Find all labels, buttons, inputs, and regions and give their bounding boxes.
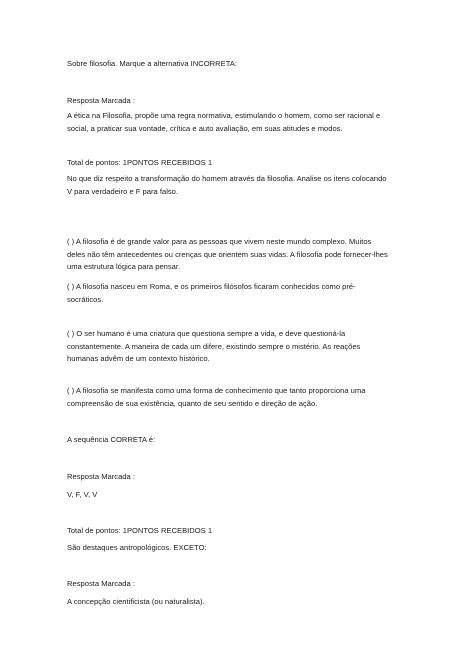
q1-score: Total de pontos: 1PONTOS RECEBIDOS 1: [67, 158, 213, 167]
q2-sequence-prompt: A sequência CORRETA é:: [67, 435, 156, 444]
q2-item-line: constantemente. A maneira de cada um difere, existindo sempre o mistério. As reações: [67, 341, 361, 351]
q2-item-line: deles não têm antecedentes ou crenças que orientem suas vidas. A filosofia pode fornecer-lhes: [67, 249, 388, 259]
q2-item-line: compreensão de sua existência, quanto de seu sentido e direção de ação.: [67, 398, 318, 408]
q2-item-3: [67, 328, 417, 366]
q2-question-line: No que diz respeito a transformação do homem através da filosofia. Analise os itens colocando: [67, 174, 387, 183]
q3-answer-label: Resposta Marcada :: [67, 579, 135, 588]
q2-item-line: ( ) A filosofia nasceu em Roma, e os primeiros filósofos ficaram conhecidos como pré-: [67, 282, 356, 291]
q3-answer-text: A concepção cientificista (ou naturalista).: [67, 597, 205, 606]
q2-item-line: ( ) A filosofia se manifesta como uma forma de conhecimento que tanto proporciona uma: [67, 386, 366, 395]
q2-question: [67, 173, 417, 198]
q2-item-line: ( ) O ser humano é uma criatura que questiona sempre a vida, e deve questioná-la: [67, 329, 346, 338]
q2-item-line: socráticos.: [67, 294, 104, 304]
q1-answer-label: Resposta Marcada :: [67, 96, 135, 105]
q2-item-line: ( ) A filosofia é de grande valor para as pessoas que vivem neste mundo complexo. Muitos: [67, 237, 372, 246]
q2-item-line: humanas advêm de um contexto histórico.: [67, 354, 210, 364]
q2-question-line: V para verdadeiro e F para falso.: [67, 186, 179, 196]
q2-item-2: [67, 281, 417, 306]
q1-answer-text: [67, 110, 417, 135]
q2-item-1: [67, 236, 417, 274]
q2-item-4: [67, 385, 417, 410]
q2-item-line: uma estrutura lógica para pensar.: [67, 262, 181, 272]
q1-answer-line: A ética na Filosofia, propõe uma regra normativa, estimulando o homem, como ser racional e: [67, 111, 381, 120]
q2-score: Total de pontos: 1PONTOS RECEBIDOS 1: [67, 526, 213, 535]
q2-answer-text: V, F, V, V: [67, 490, 98, 499]
q2-answer-label: Resposta Marcada :: [67, 472, 135, 481]
q1-question: Sobre filosofia. Marque a alternativa INCORRETA:: [67, 59, 237, 68]
q1-answer-line: social, a praticar sua vontade, crítica e auto avaliação, em suas atitudes e modos.: [67, 123, 343, 133]
q3-question: São destaques antropológicos. EXCETO:: [67, 543, 207, 552]
